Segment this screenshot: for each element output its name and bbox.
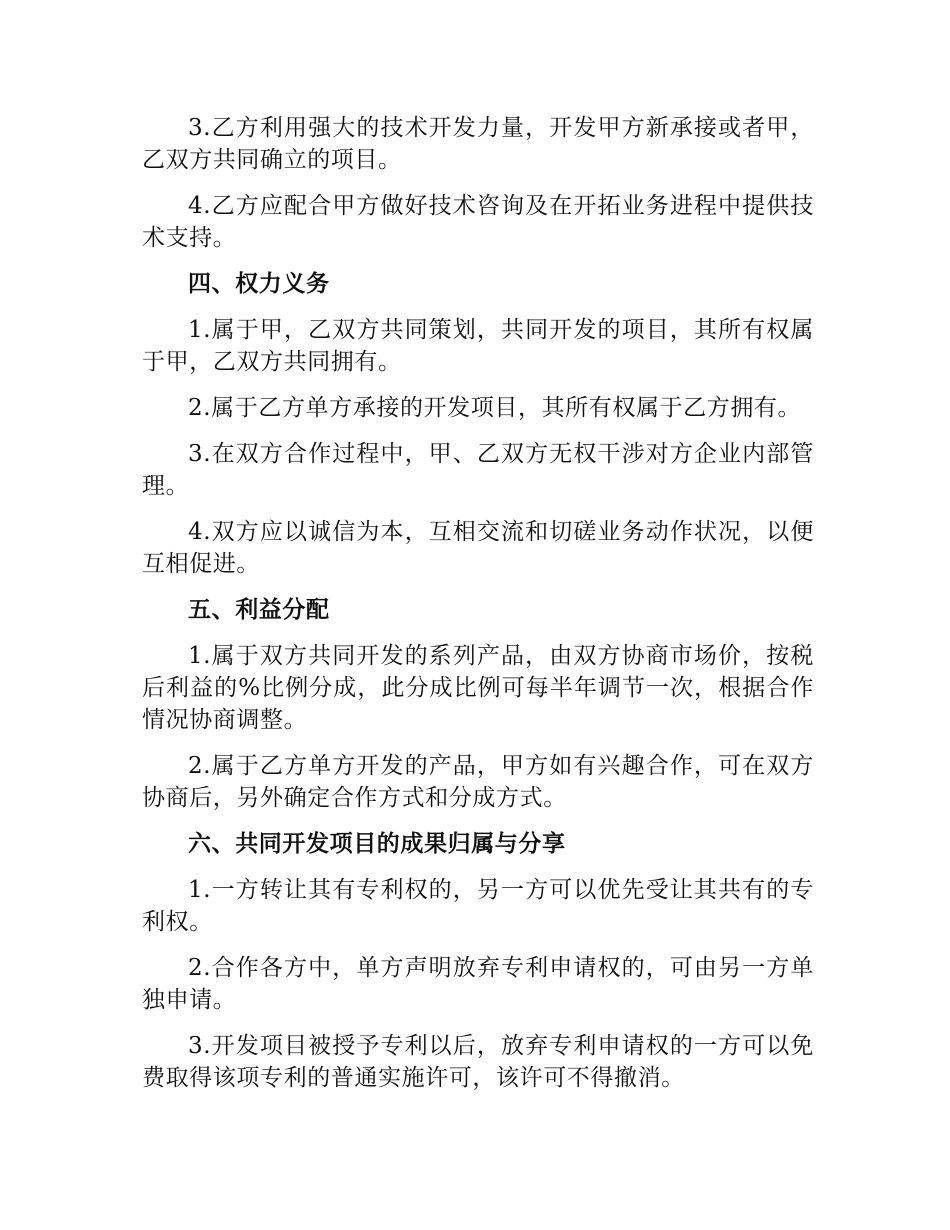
profit-clause-1: 1.属于双方共同开发的系列产品，由双方协商市场价，按税后利益的%比例分成，此分成比例可每半年调节一次，根据合作情况协商调整。 — [142, 643, 814, 733]
results-clause-1: 1.一方转让其有专利权的，另一方可以优先受让其共有的专利权。 — [142, 877, 814, 935]
rights-clause-1: 1.属于甲，乙双方共同策划，共同开发的项目，其所有权属于甲，乙双方共同拥有。 — [142, 317, 814, 375]
clause-4-tech-support: 4.乙方应配合甲方做好技术咨询及在开拓业务进程中提供技术支持。 — [142, 193, 814, 251]
rights-clause-4: 4.双方应以诚信为本，互相交流和切磋业务动作状况，以便互相促进。 — [142, 519, 814, 577]
document-body — [142, 112, 814, 1108]
rights-clause-2: 2.属于乙方单方承接的开发项目，其所有权属于乙方拥有。 — [188, 395, 802, 421]
section-heading-results-ownership: 六、共同开发项目的成果归属与分享 — [188, 831, 566, 857]
rights-clause-3: 3.在双方合作过程中，甲、乙双方无权干涉对方企业内部管理。 — [142, 441, 814, 499]
section-heading-profit-distribution: 五、利益分配 — [188, 597, 330, 623]
clause-3-tech-development: 3.乙方利用强大的技术开发力量，开发甲方新承接或者甲，乙双方共同确立的项目。 — [142, 115, 814, 173]
results-clause-3: 3.开发项目被授予专利以后，放弃专利申请权的一方可以免费取得该项专利的普通实施许可，该许可不得撤消。 — [142, 1033, 814, 1091]
profit-clause-2: 2.属于乙方单方开发的产品，甲方如有兴趣合作，可在双方协商后，另外确定合作方式和分成方式。 — [142, 753, 814, 811]
section-heading-rights-obligations: 四、权力义务 — [188, 271, 330, 297]
results-clause-2: 2.合作各方中，单方声明放弃专利申请权的，可由另一方单独申请。 — [142, 955, 814, 1013]
